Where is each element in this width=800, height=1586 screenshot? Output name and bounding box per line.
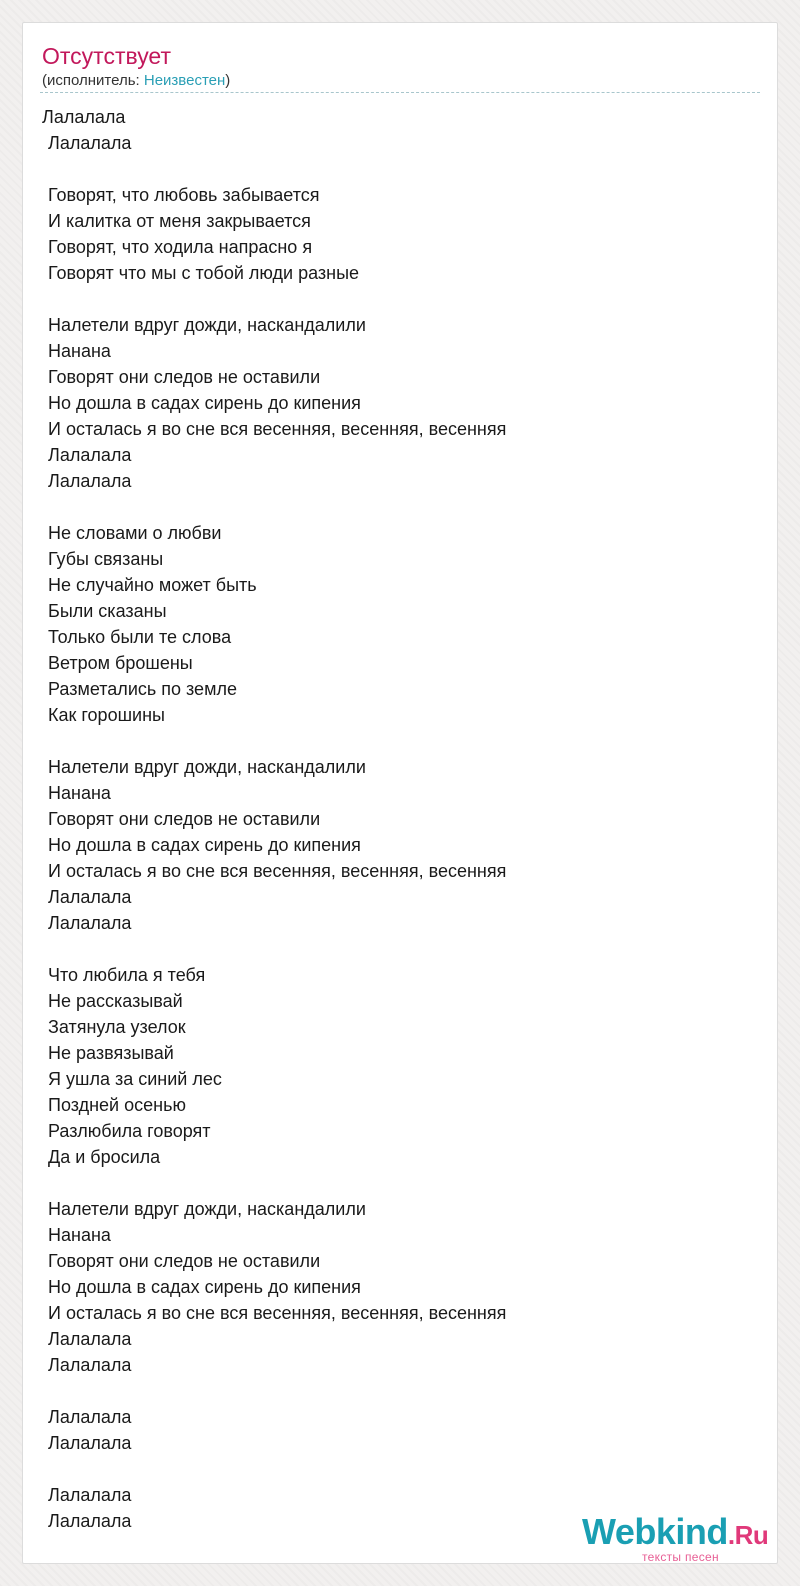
lyric-line: Лалалала [48, 887, 132, 907]
lyric-line: Не рассказывай [48, 991, 183, 1011]
lyric-line: Налетели вдруг дожди, наскандалили [48, 757, 366, 777]
lyric-line: Нанана [48, 783, 111, 803]
lyric-line: Лалалала [48, 471, 132, 491]
lyric-line: Лалалала [48, 1485, 132, 1505]
lyric-line: Ветром брошены [48, 653, 193, 673]
lyric-line: Лалалала [48, 1355, 132, 1375]
lyric-line: Говорят они следов не оставили [48, 1251, 321, 1271]
lyric-line: Как горошины [48, 705, 165, 725]
lyric-line [42, 1456, 506, 1482]
artist-prefix: (исполнитель: [42, 72, 144, 89]
artist-link[interactable]: Неизвестен [143, 72, 226, 89]
artist-suffix: ) [225, 72, 231, 89]
lyric-line: Нанана [48, 341, 111, 361]
lyric-line: Но дошла в садах сирень до кипения [48, 835, 361, 855]
lyric-line: Лалалала [48, 1433, 132, 1453]
lyric-line: Разлюбила говорят [48, 1121, 211, 1141]
lyric-line: Но дошла в садах сирень до кипения [48, 393, 361, 413]
lyric-line: Не развязывай [48, 1043, 174, 1063]
lyric-line: Не словами о любви [48, 523, 222, 543]
logo-main [582, 1512, 768, 1555]
lyric-line: Лалалала [48, 913, 132, 933]
lyric-line: Говорят, что любовь забывается [48, 185, 320, 205]
lyric-line: Лалалала [48, 133, 132, 153]
lyric-line: Лалалала [48, 1329, 132, 1349]
lyric-line: Лалалала [48, 445, 132, 465]
lyric-line: И осталась я во сне вся весенняя, весенняя, весенняя [48, 419, 507, 439]
lyric-line: Налетели вдруг дожди, наскандалили [48, 1199, 366, 1219]
lyric-line: Были сказаны [48, 601, 167, 621]
logo-tagline: тексты песен [642, 1550, 719, 1564]
lyric-line [42, 286, 506, 312]
lyric-line: Губы связаны [48, 549, 164, 569]
divider [40, 92, 760, 93]
lyric-line: Да и бросила [48, 1147, 161, 1167]
lyrics-body [42, 104, 506, 1534]
song-title: Отсутствует [42, 43, 171, 69]
lyric-line: Говорят, что ходила напрасно я [48, 237, 313, 257]
lyric-line: Говорят что мы с тобой люди разные [48, 263, 360, 283]
logo-tld: .Ru [727, 1520, 769, 1550]
lyric-line: Разметались по земле [48, 679, 237, 699]
lyric-line: Я ушла за синий лес [48, 1069, 222, 1089]
lyric-line: И калитка от меня закрывается [48, 211, 311, 231]
artist-line [42, 72, 230, 90]
lyric-line: Только были те слова [48, 627, 232, 647]
lyric-line [42, 936, 506, 962]
logo-word: Webkind [582, 1511, 728, 1552]
lyric-line: И осталась я во сне вся весенняя, весенняя, весенняя [48, 1303, 507, 1323]
lyric-line [42, 494, 506, 520]
lyric-line: И осталась я во сне вся весенняя, весенняя, весенняя [48, 861, 507, 881]
lyric-line [42, 1378, 506, 1404]
lyric-line: Лалалала [48, 1511, 132, 1531]
lyric-line [42, 728, 506, 754]
lyric-line: Говорят они следов не оставили [48, 367, 321, 387]
lyric-line: Говорят они следов не оставили [48, 809, 321, 829]
lyric-line: Но дошла в садах сирень до кипения [48, 1277, 361, 1297]
lyric-line: Затянула узелок [48, 1017, 186, 1037]
lyric-line [42, 1170, 506, 1196]
lyric-line: Поздней осенью [48, 1095, 186, 1115]
webkind-logo[interactable] [582, 1512, 782, 1572]
lyric-line: Нанана [48, 1225, 111, 1245]
lyric-line: Что любила я тебя [48, 965, 206, 985]
lyric-line: Налетели вдруг дожди, наскандалили [48, 315, 366, 335]
lyric-line: Лалалала [42, 107, 126, 127]
lyric-line: Лалалала [48, 1407, 132, 1427]
lyric-line: Не случайно может быть [48, 575, 257, 595]
lyric-line [42, 156, 506, 182]
